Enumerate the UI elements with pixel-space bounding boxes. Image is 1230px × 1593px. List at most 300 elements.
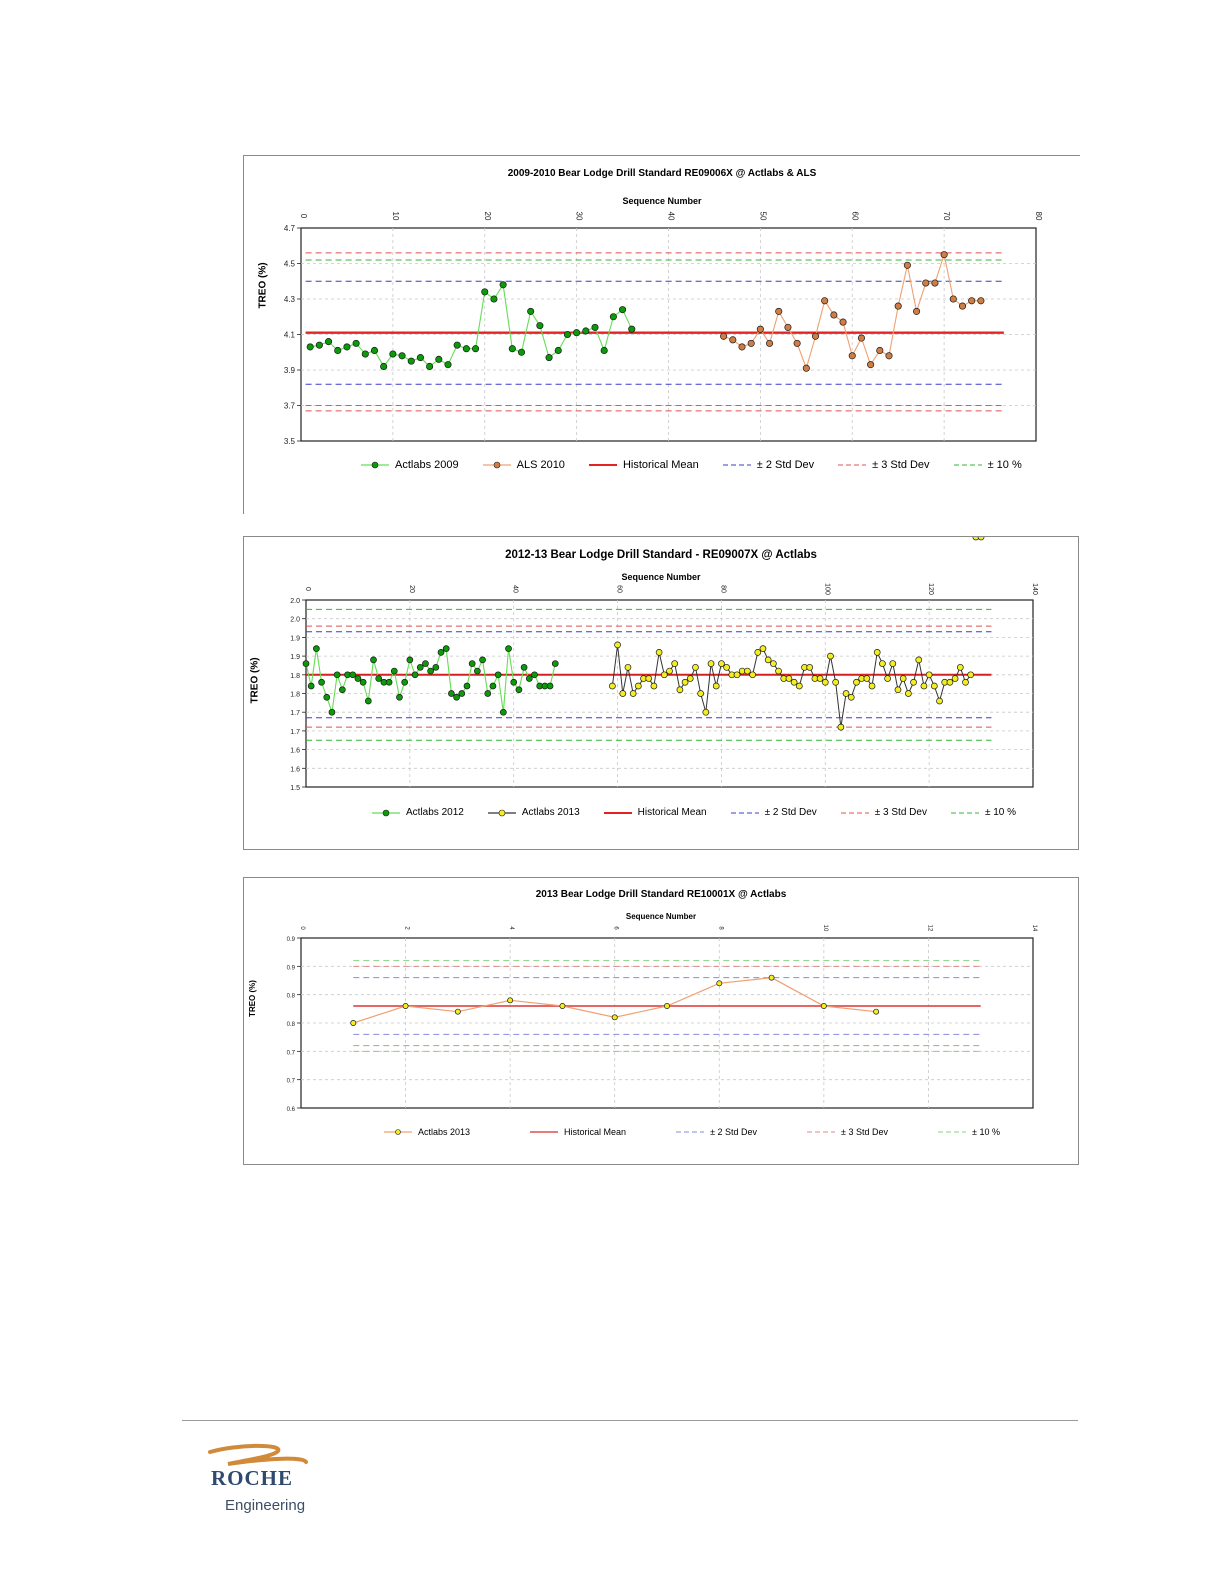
- data-point-actlabs-2013: [807, 664, 813, 670]
- data-point-actlabs-2012: [443, 646, 449, 652]
- data-point-als-2010: [886, 353, 892, 359]
- data-point-actlabs-2013: [769, 975, 774, 980]
- data-point-actlabs-2009: [564, 331, 570, 337]
- data-point-als-2010: [794, 340, 800, 346]
- data-point-actlabs-2009: [344, 344, 350, 350]
- legend-label: ± 3 Std Dev: [841, 1127, 889, 1137]
- data-point-actlabs-2013: [612, 1015, 617, 1020]
- x-axis-title: Sequence Number: [622, 196, 702, 206]
- data-point-als-2010: [932, 280, 938, 286]
- data-point-actlabs-2012: [365, 698, 371, 704]
- data-point-actlabs-2013: [625, 664, 631, 670]
- x-tick-label: 4: [508, 926, 515, 930]
- data-point-als-2010: [730, 337, 736, 343]
- data-point-actlabs-2013: [968, 672, 974, 678]
- data-point-actlabs-2009: [380, 363, 386, 369]
- y-tick-label: 1.6: [290, 747, 300, 755]
- legend-item-10-percent: [951, 807, 1016, 818]
- data-point-actlabs-2012: [454, 694, 460, 700]
- data-point-als-2010: [757, 326, 763, 332]
- data-point-actlabs-2013: [952, 676, 958, 682]
- data-point-actlabs-2012: [485, 691, 491, 697]
- data-point-actlabs-2009: [601, 347, 607, 353]
- data-point-actlabs-2012: [531, 672, 537, 678]
- x-tick-label: 10: [390, 211, 400, 221]
- data-point-actlabs-2012: [464, 683, 470, 689]
- y-tick-label: 3.9: [283, 366, 295, 375]
- data-point-actlabs-2013: [760, 646, 766, 652]
- legend-item-10-percent: [954, 459, 1022, 471]
- data-point-actlabs-2013: [508, 998, 513, 1003]
- legend-swatch: [488, 808, 516, 818]
- data-point-actlabs-2013: [770, 661, 776, 667]
- data-point-actlabs-2013: [791, 679, 797, 685]
- x-tick-label: 70: [942, 211, 952, 221]
- data-point-actlabs-2009: [445, 361, 451, 367]
- data-point-actlabs-2009: [353, 340, 359, 346]
- x-tick-label: 12: [926, 924, 933, 932]
- data-point-actlabs-2012: [490, 683, 496, 689]
- data-point-actlabs-2013: [609, 683, 615, 689]
- data-point-actlabs-2012: [391, 668, 397, 674]
- data-point-als-2010: [950, 296, 956, 302]
- data-point-actlabs-2013: [895, 687, 901, 693]
- y-tick-label: 0.7: [286, 1078, 295, 1085]
- chart-title: 2013 Bear Lodge Drill Standard RE10001X @ Actlabs: [535, 889, 787, 900]
- data-point-actlabs-2013: [667, 668, 673, 674]
- data-point-actlabs-2012: [334, 672, 340, 678]
- data-point-actlabs-2012: [350, 672, 356, 678]
- data-point-als-2010: [821, 298, 827, 304]
- x-tick-label: 40: [511, 585, 519, 593]
- data-point-actlabs-2012: [360, 679, 366, 685]
- legend-item-historical-mean: [604, 807, 707, 818]
- chart-panel-3: [243, 877, 1079, 1165]
- y-axis-title: TREO (%): [247, 980, 257, 1017]
- x-tick-label: 14: [1031, 924, 1037, 932]
- legend-item-2-std-dev: [731, 807, 817, 818]
- chart-title: 2012-13 Bear Lodge Drill Standard - RE09007X @ Actlabs: [505, 549, 817, 561]
- data-point-actlabs-2013: [351, 1020, 356, 1025]
- legend-swatch: [951, 808, 979, 818]
- legend-item-actlabs-2013: [384, 1127, 470, 1137]
- data-point-actlabs-2013: [947, 679, 953, 685]
- legend-label: ± 2 Std Dev: [756, 459, 815, 471]
- data-point-als-2010: [895, 303, 901, 309]
- legend-label: ± 10 %: [987, 459, 1022, 471]
- data-point-als-2010: [904, 262, 910, 268]
- data-point-actlabs-2009: [509, 346, 515, 352]
- data-point-actlabs-2013: [864, 676, 870, 682]
- legend-swatch: [384, 1127, 412, 1137]
- legend-swatch: [372, 808, 400, 818]
- chart-svg-3: [244, 878, 1078, 1164]
- y-tick-label: 1.8: [290, 691, 300, 699]
- data-point-actlabs-2013: [661, 672, 667, 678]
- data-point-actlabs-2013: [455, 1009, 460, 1014]
- data-point-actlabs-2013: [937, 698, 943, 704]
- legend-label: ± 3 Std Dev: [874, 807, 927, 818]
- legend-item-historical-mean: [530, 1127, 626, 1137]
- data-point-als-2010: [959, 303, 965, 309]
- data-point-actlabs-2012: [516, 687, 522, 693]
- legend-swatch: [838, 460, 866, 470]
- data-point-als-2010: [812, 333, 818, 339]
- legend-swatch: [841, 808, 869, 818]
- legend-item-3-std-dev: [838, 459, 929, 471]
- x-tick-label: 80: [1034, 211, 1043, 221]
- data-point-actlabs-2009: [527, 308, 533, 314]
- y-tick-label: 2.0: [290, 598, 300, 605]
- data-point-actlabs-2013: [692, 664, 698, 670]
- logo-subtitle: Engineering: [225, 1497, 306, 1514]
- data-point-actlabs-2013: [821, 1003, 826, 1008]
- data-point-actlabs-2012: [552, 661, 558, 667]
- x-axis-title: Sequence Number: [625, 912, 697, 921]
- y-tick-label: 0.9: [286, 965, 295, 972]
- chart-svg-2: [244, 537, 1078, 849]
- data-point-actlabs-2009: [555, 347, 561, 353]
- legend-swatch: [361, 460, 389, 470]
- data-point-actlabs-2013: [911, 679, 917, 685]
- data-point-actlabs-2012: [313, 646, 319, 652]
- y-tick-label: 3.5: [283, 437, 295, 446]
- logo-name: ROCHE: [211, 1466, 294, 1490]
- x-tick-label: 50: [758, 211, 768, 221]
- data-point-actlabs-2012: [480, 657, 486, 663]
- data-point-actlabs-2009: [629, 326, 635, 332]
- data-point-actlabs-2013: [776, 668, 782, 674]
- data-point-actlabs-2013: [848, 694, 854, 700]
- data-point-actlabs-2012: [402, 679, 408, 685]
- data-point-actlabs-2012: [469, 661, 475, 667]
- legend-swatch: [676, 1127, 704, 1137]
- x-tick-label: 100: [823, 583, 831, 595]
- y-axis-title: TREO (%): [257, 262, 269, 309]
- legend: [361, 459, 1046, 471]
- data-point-als-2010: [858, 335, 864, 341]
- data-point-actlabs-2012: [386, 679, 392, 685]
- data-point-als-2010: [941, 251, 947, 257]
- data-point-actlabs-2013: [931, 683, 937, 689]
- y-tick-label: 0.8: [286, 993, 295, 1000]
- data-point-actlabs-2013: [926, 672, 932, 678]
- data-point-actlabs-2013: [734, 672, 740, 678]
- data-point-als-2010: [877, 347, 883, 353]
- x-tick-label: 80: [719, 585, 727, 593]
- legend-label: ± 10 %: [984, 807, 1017, 818]
- data-point-actlabs-2013: [560, 1003, 565, 1008]
- data-point-actlabs-2009: [325, 338, 331, 344]
- data-point-actlabs-2009: [610, 314, 616, 320]
- legend-label: ALS 2010: [516, 459, 565, 471]
- data-point-actlabs-2013: [905, 691, 911, 697]
- legend-swatch: [954, 460, 982, 470]
- data-point-actlabs-2012: [303, 661, 309, 667]
- data-point-actlabs-2009: [454, 342, 460, 348]
- data-point-actlabs-2009: [500, 282, 506, 288]
- data-point-actlabs-2013: [874, 1009, 879, 1014]
- data-point-actlabs-2013: [786, 676, 792, 682]
- data-point-actlabs-2012: [438, 649, 444, 655]
- data-point-als-2010: [720, 333, 726, 339]
- data-point-actlabs-2013: [796, 683, 802, 689]
- data-point-als-2010: [867, 361, 873, 367]
- y-tick-label: 2.0: [290, 616, 300, 624]
- data-point-actlabs-2013: [869, 683, 875, 689]
- legend-item-2-std-dev: [676, 1127, 757, 1137]
- data-point-actlabs-2012: [433, 664, 439, 670]
- y-tick-label: 1.8: [290, 672, 300, 680]
- y-tick-label: 1.7: [290, 710, 300, 718]
- data-point-als-2010: [849, 353, 855, 359]
- data-point-actlabs-2009: [408, 358, 414, 364]
- data-point-als-2010: [748, 340, 754, 346]
- data-point-als-2010: [776, 308, 782, 314]
- data-point-actlabs-2009: [316, 342, 322, 348]
- data-point-actlabs-2009: [592, 324, 598, 330]
- x-tick-label: 0: [304, 587, 311, 591]
- data-point-actlabs-2013: [713, 683, 719, 689]
- legend-label: Actlabs 2013: [418, 1127, 471, 1137]
- data-point-actlabs-2013: [708, 661, 714, 667]
- legend-item-3-std-dev: [841, 807, 927, 818]
- legend-item-3-std-dev: [807, 1127, 888, 1137]
- legend-item-historical-mean: [589, 459, 699, 471]
- data-point-als-2010: [803, 365, 809, 371]
- data-point-als-2010: [913, 308, 919, 314]
- data-point-actlabs-2009: [436, 356, 442, 362]
- data-point-actlabs-2013: [874, 649, 880, 655]
- legend-item-actlabs-2012: [372, 807, 464, 818]
- data-point-actlabs-2013: [677, 687, 683, 693]
- legend-item-actlabs-2013: [488, 807, 580, 818]
- data-point-actlabs-2013: [838, 724, 844, 730]
- data-point-actlabs-2013: [916, 657, 922, 663]
- data-point-actlabs-2012: [407, 657, 413, 663]
- legend-swatch: [807, 1127, 835, 1137]
- data-point-actlabs-2012: [506, 646, 512, 652]
- data-point-actlabs-2013: [687, 676, 693, 682]
- data-point-actlabs-2013: [833, 679, 839, 685]
- y-tick-label: 1.6: [290, 766, 300, 774]
- data-point-actlabs-2013: [879, 661, 885, 667]
- data-point-actlabs-2013: [630, 691, 636, 697]
- data-point-actlabs-2012: [396, 694, 402, 700]
- data-point-actlabs-2012: [355, 676, 361, 682]
- data-point-actlabs-2012: [521, 664, 527, 670]
- data-point-actlabs-2013: [885, 676, 891, 682]
- x-tick-label: 6: [612, 926, 619, 930]
- data-point-actlabs-2012: [308, 683, 314, 689]
- y-axis-title: TREO (%): [249, 657, 261, 704]
- data-point-actlabs-2013: [698, 691, 704, 697]
- data-point-actlabs-2013: [620, 691, 626, 697]
- data-point-actlabs-2012: [495, 672, 501, 678]
- y-tick-label: 0.8: [286, 1022, 295, 1028]
- chart-panel-1: [243, 155, 1080, 514]
- data-point-actlabs-2013: [890, 661, 896, 667]
- data-point-actlabs-2013: [822, 679, 828, 685]
- data-point-actlabs-2009: [573, 330, 579, 336]
- data-point-actlabs-2012: [474, 668, 480, 674]
- data-point-als-2010: [785, 324, 791, 330]
- y-tick-label: 1.7: [290, 728, 300, 736]
- data-point-actlabs-2012: [500, 709, 506, 715]
- data-point-actlabs-2012: [448, 691, 454, 697]
- x-tick-label: 120: [927, 583, 935, 595]
- data-point-actlabs-2009: [472, 346, 478, 352]
- x-tick-label: 60: [850, 211, 860, 221]
- legend-label: Historical Mean: [622, 459, 699, 471]
- data-point-actlabs-2013: [750, 672, 756, 678]
- data-point-actlabs-2009: [482, 289, 488, 295]
- data-point-actlabs-2013: [403, 1003, 408, 1008]
- data-point-als-2010: [831, 312, 837, 318]
- data-point-actlabs-2013: [978, 537, 984, 540]
- y-tick-label: 4.7: [283, 224, 295, 233]
- legend-swatch: [589, 460, 617, 470]
- data-point-actlabs-2012: [459, 691, 465, 697]
- y-tick-label: 4.3: [283, 295, 295, 304]
- data-point-actlabs-2012: [339, 687, 345, 693]
- data-point-actlabs-2013: [744, 668, 750, 674]
- data-point-actlabs-2012: [547, 683, 553, 689]
- data-point-actlabs-2009: [371, 347, 377, 353]
- y-tick-label: 3.7: [283, 401, 295, 411]
- data-point-actlabs-2013: [703, 709, 709, 715]
- data-point-actlabs-2013: [651, 683, 657, 689]
- data-point-actlabs-2013: [921, 683, 927, 689]
- data-point-actlabs-2009: [491, 296, 497, 302]
- data-point-actlabs-2009: [307, 344, 313, 350]
- legend-item-als-2010: [483, 459, 565, 471]
- data-point-actlabs-2012: [428, 668, 434, 674]
- legend-label: ± 2 Std Dev: [710, 1127, 758, 1137]
- company-logo: [208, 1442, 318, 1522]
- data-point-actlabs-2012: [324, 694, 330, 700]
- x-axis-title: Sequence Number: [621, 572, 701, 582]
- data-point-als-2010: [923, 280, 929, 286]
- y-tick-label: 1.9: [290, 635, 300, 643]
- footer-divider: [182, 1420, 1078, 1421]
- y-tick-label: 1.9: [290, 654, 300, 662]
- y-tick-label: 0.6: [286, 1107, 295, 1113]
- data-point-actlabs-2013: [957, 664, 963, 670]
- data-point-actlabs-2013: [656, 649, 662, 655]
- y-tick-label: 0.9: [286, 937, 295, 943]
- x-tick-label: 140: [1031, 583, 1038, 595]
- data-point-actlabs-2012: [412, 672, 418, 678]
- legend-label: Actlabs 2013: [521, 807, 580, 818]
- data-point-actlabs-2012: [376, 676, 382, 682]
- data-point-actlabs-2012: [422, 661, 428, 667]
- data-point-actlabs-2013: [853, 679, 859, 685]
- legend-label: Historical Mean: [564, 1127, 627, 1137]
- legend-item-actlabs-2009: [361, 459, 459, 471]
- legend: [384, 1127, 1024, 1137]
- data-point-actlabs-2012: [417, 664, 423, 670]
- legend-swatch: [604, 808, 632, 818]
- legend-label: ± 3 Std Dev: [872, 459, 930, 471]
- data-point-actlabs-2009: [417, 354, 423, 360]
- data-point-actlabs-2013: [755, 649, 761, 655]
- legend-swatch: [731, 808, 759, 818]
- legend-label: Actlabs 2009: [395, 459, 459, 471]
- data-point-actlabs-2009: [426, 363, 432, 369]
- x-tick-label: 8: [717, 926, 724, 930]
- data-point-actlabs-2013: [664, 1003, 669, 1008]
- data-point-actlabs-2009: [518, 349, 524, 355]
- data-point-actlabs-2013: [724, 664, 730, 670]
- data-point-als-2010: [739, 344, 745, 350]
- legend: [372, 807, 1040, 818]
- x-tick-label: 60: [615, 585, 623, 593]
- data-point-actlabs-2013: [717, 981, 722, 986]
- data-point-actlabs-2009: [583, 328, 589, 334]
- y-tick-label: 4.1: [283, 330, 295, 340]
- legend-label: ± 2 Std Dev: [764, 807, 817, 818]
- legend-label: Actlabs 2012: [406, 807, 464, 818]
- x-tick-label: 20: [482, 211, 492, 221]
- y-tick-label: 0.7: [286, 1050, 295, 1057]
- data-point-actlabs-2012: [329, 709, 335, 715]
- data-point-actlabs-2012: [319, 679, 325, 685]
- chart-title: 2009-2010 Bear Lodge Drill Standard RE09006X @ Actlabs & ALS: [507, 168, 817, 179]
- data-point-actlabs-2013: [765, 657, 771, 663]
- y-tick-label: 4.5: [283, 259, 295, 269]
- data-point-als-2010: [840, 319, 846, 325]
- legend-label: Historical Mean: [637, 807, 707, 818]
- data-point-actlabs-2013: [682, 679, 688, 685]
- data-point-actlabs-2013: [718, 661, 724, 667]
- data-point-actlabs-2013: [635, 683, 641, 689]
- x-tick-label: 20: [407, 585, 415, 593]
- x-tick-label: 30: [574, 211, 584, 221]
- data-point-als-2010: [978, 298, 984, 304]
- data-point-actlabs-2013: [900, 676, 906, 682]
- data-point-als-2010: [766, 340, 772, 346]
- data-point-actlabs-2013: [646, 676, 652, 682]
- data-point-actlabs-2013: [827, 653, 833, 659]
- data-point-actlabs-2013: [817, 676, 823, 682]
- data-point-actlabs-2012: [371, 657, 377, 663]
- x-tick-label: 10: [821, 924, 828, 932]
- data-point-actlabs-2012: [511, 679, 517, 685]
- x-tick-label: 0: [299, 213, 308, 219]
- data-point-als-2010: [968, 298, 974, 304]
- legend-item-10-percent: [938, 1127, 1000, 1137]
- y-tick-label: 1.5: [290, 785, 300, 792]
- legend-item-2-std-dev: [723, 459, 814, 471]
- x-tick-label: 2: [403, 926, 410, 930]
- x-tick-label: 0: [299, 926, 305, 930]
- data-point-actlabs-2009: [362, 351, 368, 357]
- legend-label: ± 10 %: [972, 1127, 1000, 1137]
- data-point-actlabs-2013: [843, 691, 849, 697]
- data-point-actlabs-2009: [546, 354, 552, 360]
- data-point-actlabs-2013: [962, 679, 968, 685]
- legend-swatch: [530, 1127, 558, 1137]
- data-point-actlabs-2009: [399, 353, 405, 359]
- data-point-actlabs-2009: [335, 347, 341, 353]
- legend-swatch: [723, 460, 751, 470]
- data-point-actlabs-2012: [526, 676, 532, 682]
- data-point-actlabs-2009: [619, 306, 625, 312]
- data-point-actlabs-2013: [615, 642, 621, 648]
- legend-swatch: [483, 460, 511, 470]
- chart-panel-2: [243, 536, 1079, 850]
